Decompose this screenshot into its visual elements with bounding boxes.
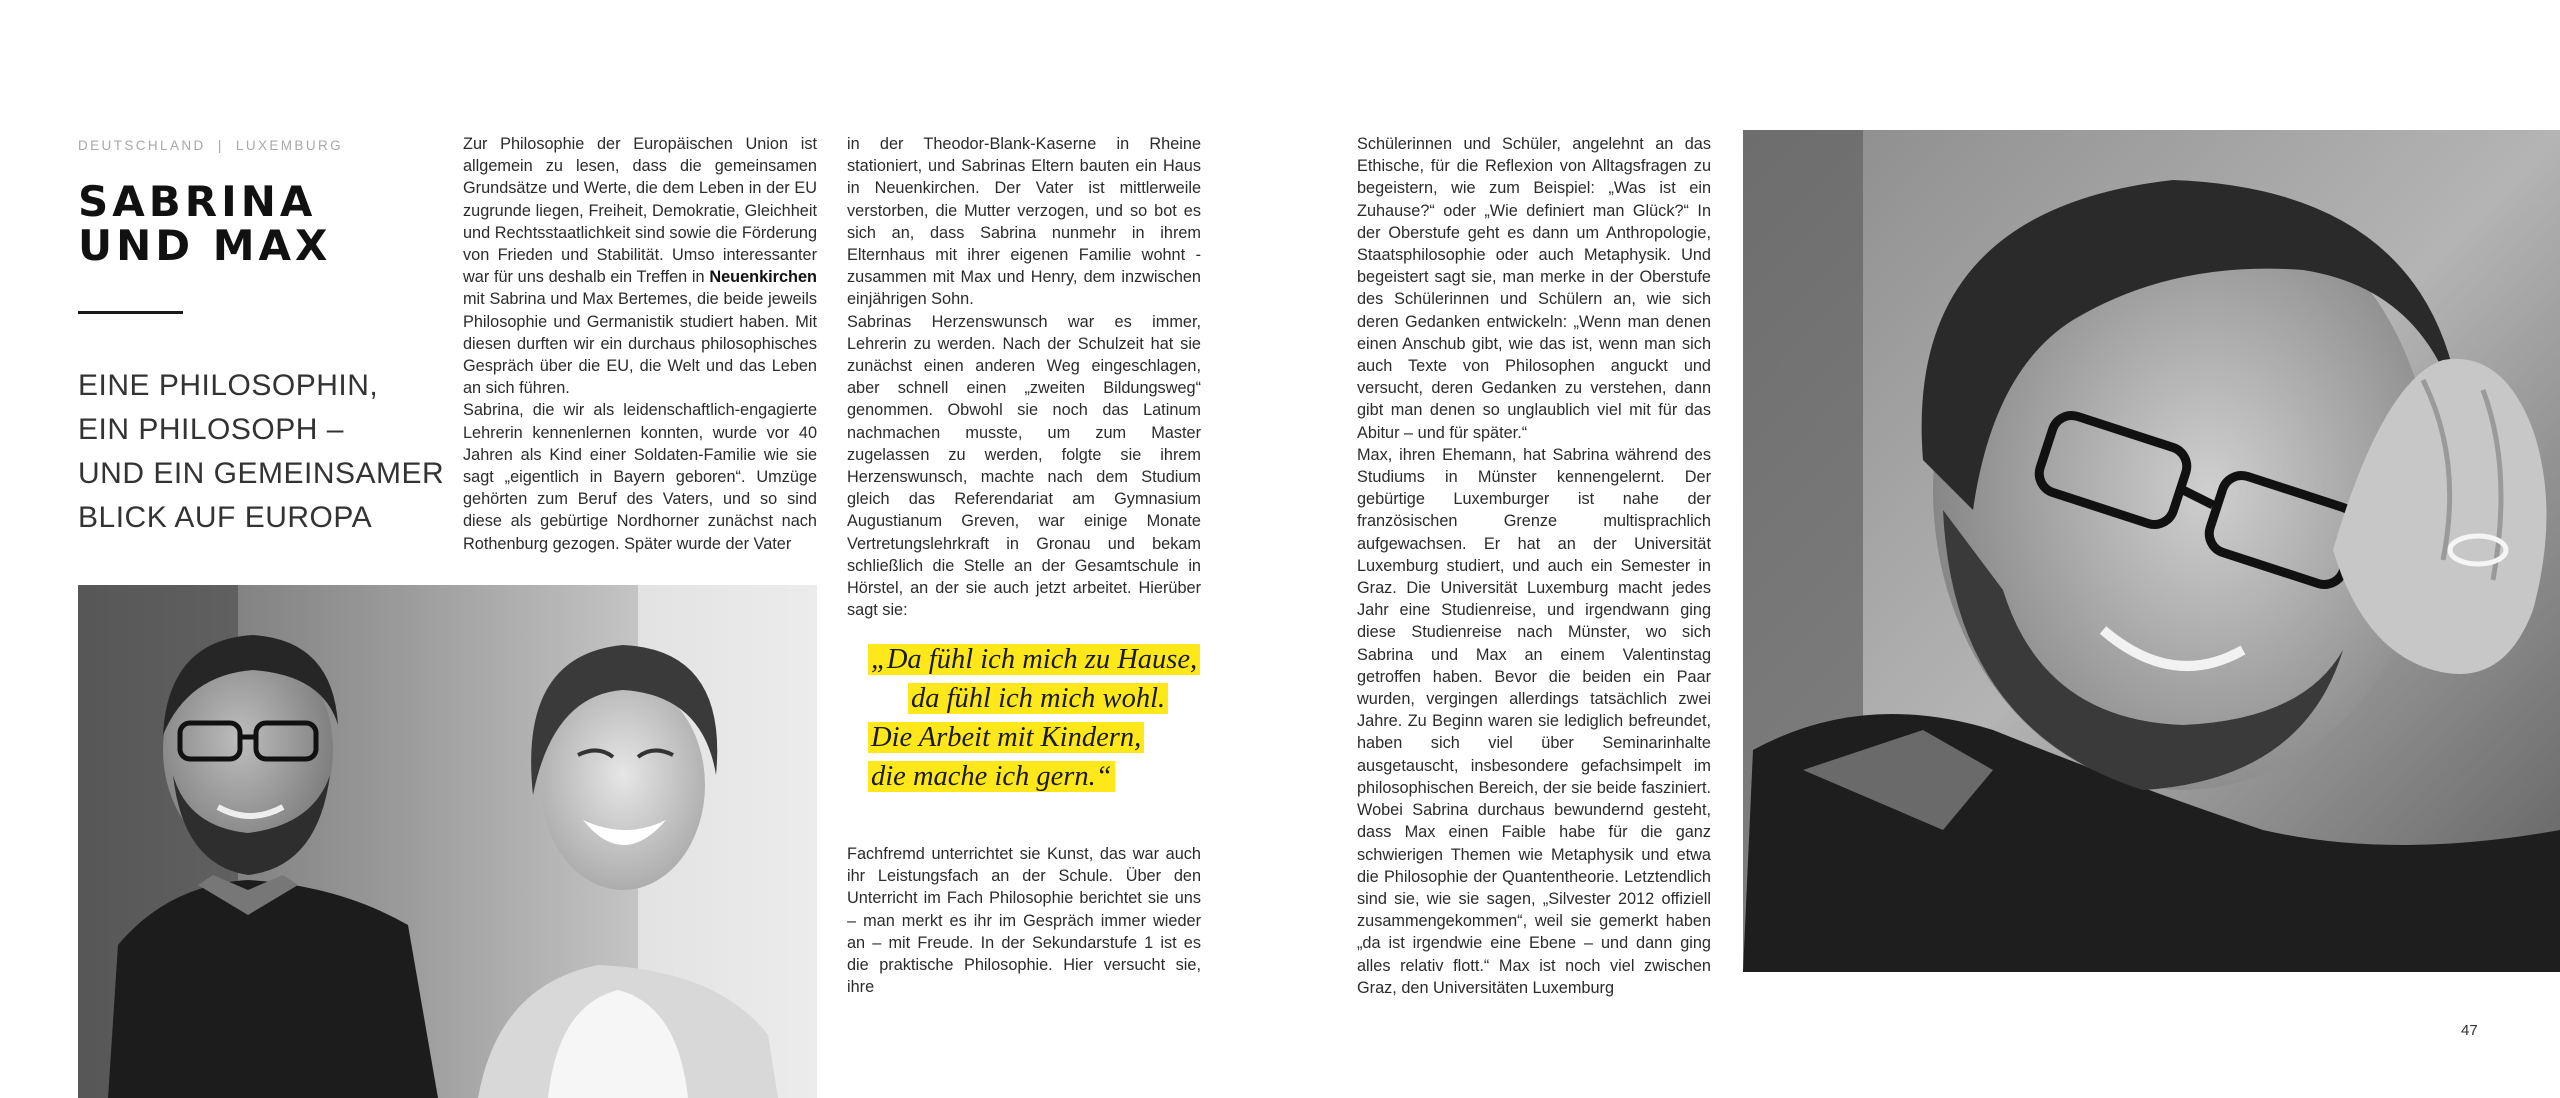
article-title [78,177,332,270]
max-portrait-graphic [1743,130,2560,972]
paragraph-text: mit Sabrina und Max Bertemes, die beide jeweils Philosophie und Germanistik studiert haben. Mit diesen durften wir ein durchaus philosophisches Gespräch über die EU, die Welt und das Leben an sich führen. [463,290,817,398]
max-portrait-photo [1743,130,2560,972]
quote-line-1 [868,640,1200,679]
paragraph: in der Theodor-Blank-Kaserne in Rheine stationiert, und Sabrinas Eltern bauten ein Haus in Neuenkirchen. Der Vater ist mittlerweile verstorben, die Mutter verzogen, und so bot es sich an, dass Sabrina nunmehr in ihrem Elternhaus mit ihrer eigenen Familie wohnt - zusammen mit Max und Henry, dem inzwischen einjährigen Sohn. [847,135,1201,309]
text-column-4 [1357,133,1711,997]
title-line-2: UND MAX [78,221,332,270]
couple-photo-graphic [78,585,817,1098]
quote-line-3 [868,718,1200,757]
title-divider [78,311,183,314]
paragraph: Fachfremd unterrichtet sie Kunst, das war auch ihr Leistungsfach an der Schule. Über den Unterricht im Fach Philosophie berichtet sie uns – man merkt es ihr im Gespräch immer wieder an – mit Freude. In der Sekundarstufe 1 ist es die praktische Philosophie. Hier versucht sie, ihre [847,845,1201,997]
subtitle-line-1: EINE PHILOSOPHIN, [78,369,379,402]
paragraph [463,133,817,399]
quote-highlight: da fühl ich mich wohl. [908,683,1168,714]
subtitle-line-4: BLICK AUF EUROPA [78,501,373,534]
quote-highlight: die mache ich gern.“ [868,761,1115,792]
subtitle-line-2: EIN PHILOSOPH – [78,413,344,446]
paragraph: Schülerinnen und Schüler, angelehnt an das Ethische, für die Reflexion von Alltagsfragen zu begeistern, wie zum Beispiel: „Was ist ein Zuhause?“ oder „Wie definiert man Glück?“ In der Oberstufe geht es dann um Anthropologie, Staatsphilosophie oder auch Metaphysik. Und begeistert sagt sie, man merke in der Oberstufe des Schülerinnen und Schülern an, wie sich deren Gedanken entwickeln: „Wenn man denen einen Anschub gibt, wie das ist, wenn man sich auch Texte von Philosophen anguckt und versucht, deren Gedanken zu verstehen, dann gibt man denen so unglaublich viel mit für das Abitur – und für später.“ [1357,135,1711,442]
pull-quote [868,640,1200,796]
couple-photo [78,585,817,1098]
text-column-3 [847,843,1201,997]
subtitle-line-3: UND EIN GEMEINSAMER [78,457,445,490]
title-line-1: SABRINA [78,177,317,226]
kicker-separator: | [217,138,224,153]
text-column-1 [463,133,817,563]
section-kicker [78,138,343,153]
paragraph-text: Zur Philosophie der Europäischen Union ist allgemein zu lesen, dass die gemeinsamen Grundsätze und Werte, die dem Leben in der EU zugrunde liegen, Freiheit, Demokratie, Gleichheit und Rechtsstaatlichkeit sind sowie die Förderung von Frieden und Stabilität. Umso interessanter war für uns deshalb ein Treffen in [463,135,817,287]
paragraph: Sabrina, die wir als leidenschaftlich-engagierte Lehrerin kennenlernen konnten, wurde vor 40 Jahren als Kind einer Soldaten-Familie wie sie sagt „eigentlich in Bayern geboren“. Umzüge gehörten zum Beruf des Vaters, und so sind diese als gebürtige Nordhorner zunächst nach Rothenburg gezogen. Später wurde der Vater [463,401,817,553]
quote-highlight: „Da fühl ich mich zu Hause, [868,644,1200,675]
paragraph: Max, ihren Ehemann, hat Sabrina während des Studiums in Münster kennengelernt. Der gebürtige Luxemburger ist nahe der französischen Grenze multisprachlich aufgewachsen. Er hat an der Universität Luxemburg studiert, und auch ein Semester in Graz. Die Universität Luxemburg macht jedes Jahr eine Studienreise, und irgendwann ging diese Studienreise nach Münster, wo sich Sabrina und Max an einem Valentinstag getroffen haben. Bevor die beiden ein Paar wurden, vergingen allerdings tatsächlich zwei Jahre. Zu Beginn waren sie lediglich befreundet, haben sich viel über Seminarinhalte ausgetauscht, insbesondere gefachsimpelt im philosophischen Bereich, der sie beide fasziniert. Wobei Sabrina durchaus bewundernd gesteht, dass Max einen Faible habe für die ganz schwierigen Themen wie Metaphysik und etwa die Philosophie der Quantentheorie. Letztendlich sind sie, wie sie sagen, „Silvester 2012 offiziell zusammengekommen“, weil sie gemerkt haben „da ist irgendwie eine Ebene – und dann ging alles relativ flott.“ Max ist noch viel zwischen Graz, den Universitäten Luxemburg [1357,445,1711,997]
quote-line-2 [868,679,1200,718]
kicker-country-1: DEUTSCHLAND [78,138,206,153]
quote-highlight: Die Arbeit mit Kindern, [868,722,1144,753]
text-column-2 [847,133,1201,620]
place-name-bold: Neuenkirchen [709,268,817,287]
article-subtitle [78,364,444,540]
paragraph: Sabrinas Herzenswunsch war es immer, Lehrerin zu werden. Nach der Schulzeit hat sie zunächst einen anderen Weg eingeschlagen, aber schnell einen „zweiten Bildungsweg“ genommen. Obwohl sie noch das Latinum nachmachen musste, um zum Master zugelassen zu werden, folgte sie ihrem Herzenswunsch, machte nach dem Studium gleich das Referendariat am Gymnasium Augustianum Greven, war einige Monate Vertretungslehrkraft in Gronau und bekam schließlich die Stelle an der Gesamtschule in Hörstel, an der sie auch jetzt arbeitet. Hierüber sagt sie: [847,312,1201,620]
kicker-country-2: LUXEMBURG [235,138,344,153]
page-number: 47 [2461,1022,2478,1039]
quote-line-4 [868,757,1200,796]
